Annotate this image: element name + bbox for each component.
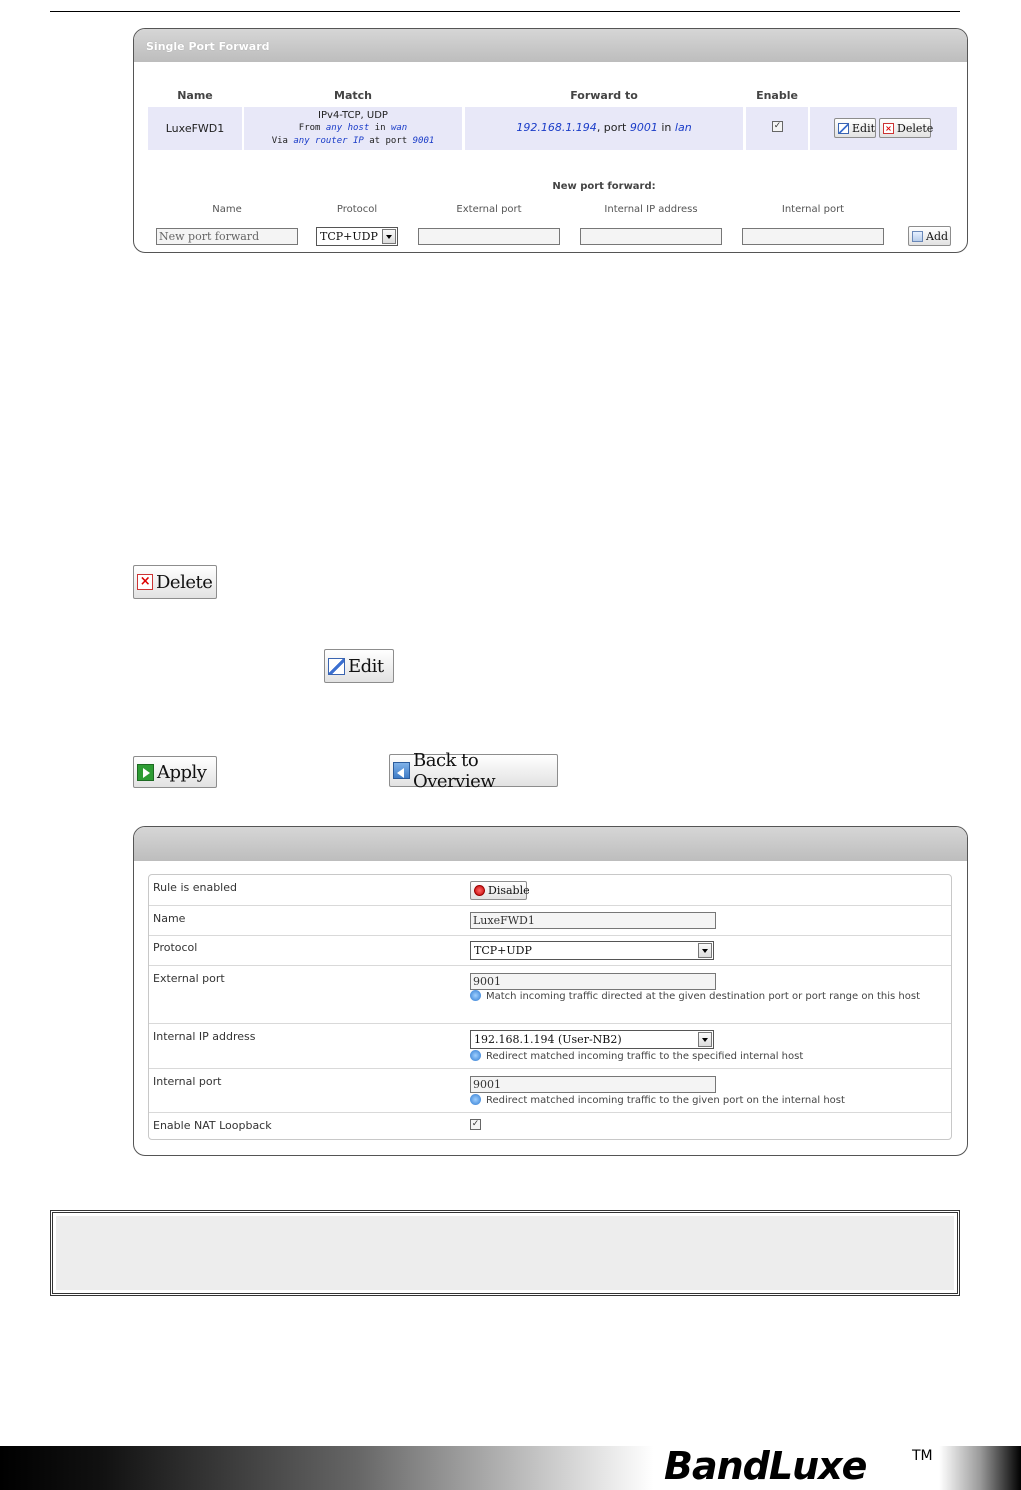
- via-ip-link[interactable]: any router IP: [293, 136, 364, 146]
- internal-port-label: Internal port: [153, 1075, 222, 1088]
- top-rule: [50, 11, 960, 12]
- header-name: Name: [177, 89, 213, 102]
- edit-button[interactable]: Edit: [324, 649, 394, 683]
- delete-icon: ×: [883, 123, 894, 134]
- info-icon: [470, 990, 481, 1001]
- play-icon: [137, 764, 154, 781]
- new-internal-port-input[interactable]: [742, 228, 884, 245]
- apply-button[interactable]: Apply: [133, 756, 217, 788]
- footer-bar: [0, 1446, 1021, 1490]
- rule-enabled-label: Rule is enabled: [153, 881, 237, 894]
- from-host-link[interactable]: any host: [325, 123, 370, 133]
- panel-header: [134, 827, 967, 861]
- external-port-label: External port: [153, 972, 225, 985]
- from-zone-link[interactable]: wan: [390, 123, 408, 133]
- trademark: TM: [912, 1448, 933, 1464]
- external-port-input[interactable]: [470, 973, 716, 990]
- new-port-forward-title: New port forward:: [552, 181, 656, 192]
- edit-icon: [328, 658, 345, 675]
- forward-ip-link[interactable]: 192.168.1.194: [516, 121, 597, 134]
- add-button[interactable]: Add: [908, 226, 951, 246]
- back-arrow-icon: [393, 762, 410, 779]
- external-port-hint: Match incoming traffic directed at the given destination port or port range on this host: [470, 990, 930, 1004]
- note-box: [50, 1210, 960, 1296]
- via-port-link[interactable]: 9001: [412, 136, 435, 146]
- header-forward-to: Forward to: [570, 89, 638, 102]
- new-col-protocol: Protocol: [336, 204, 378, 215]
- delete-icon: ×: [137, 574, 153, 590]
- name-label: Name: [153, 912, 186, 925]
- protocol-label: Protocol: [153, 941, 198, 954]
- new-internal-ip-input[interactable]: [580, 228, 722, 245]
- rule-edit-button[interactable]: Edit: [834, 118, 876, 138]
- name-input[interactable]: [470, 912, 716, 929]
- disable-button[interactable]: Disable: [470, 881, 527, 900]
- edit-icon: [838, 123, 849, 134]
- rule-match: IPv4-TCP, UDP From any host in wan Via any router IP at port 9001: [244, 109, 462, 148]
- nat-loopback-checkbox[interactable]: ✓: [471, 1119, 480, 1129]
- rule-delete-button[interactable]: × Delete: [879, 118, 931, 138]
- forward-port-link[interactable]: 9001: [629, 121, 658, 134]
- brand-logo: BandLuxe: [664, 1444, 867, 1488]
- stop-icon: [474, 885, 485, 896]
- rule-forward-to: 192.168.1.194, port 9001 in lan: [516, 121, 692, 134]
- info-icon: [470, 1050, 481, 1061]
- back-to-overview-button[interactable]: Back to Overview: [389, 754, 558, 787]
- new-protocol-select[interactable]: TCP+UDP: [316, 227, 398, 246]
- nat-loopback-label: Enable NAT Loopback: [153, 1119, 272, 1132]
- delete-button[interactable]: × Delete: [133, 565, 217, 599]
- new-col-internal-ip: Internal IP address: [604, 204, 698, 215]
- new-name-input[interactable]: [156, 228, 298, 245]
- header-enable: Enable: [756, 89, 798, 102]
- header-match: Match: [334, 89, 372, 102]
- add-icon: [912, 231, 923, 242]
- new-col-name: Name: [212, 204, 242, 215]
- internal-port-input[interactable]: [470, 1076, 716, 1093]
- internal-ip-hint: Redirect matched incoming traffic to the specified internal host: [470, 1050, 930, 1064]
- match-protocol: IPv4-TCP, UDP: [318, 110, 388, 121]
- protocol-select[interactable]: TCP+UDP: [470, 941, 714, 960]
- internal-port-hint: Redirect matched incoming traffic to the given port on the internal host: [470, 1094, 930, 1108]
- new-col-internal-port: Internal port: [781, 204, 845, 215]
- panel-title: Single Port Forward: [134, 29, 967, 62]
- info-icon: [470, 1094, 481, 1105]
- chevron-down-icon[interactable]: [698, 943, 712, 958]
- internal-ip-label: Internal IP address: [153, 1030, 256, 1043]
- single-port-forward-panel: [133, 28, 968, 253]
- rule-enable-checkbox[interactable]: ✓: [773, 121, 782, 131]
- chevron-down-icon[interactable]: [698, 1032, 712, 1047]
- new-external-port-input[interactable]: [418, 228, 560, 245]
- forward-zone-link[interactable]: lan: [674, 121, 692, 134]
- internal-ip-select[interactable]: 192.168.1.194 (User-NB2): [470, 1030, 714, 1049]
- rule-name: LuxeFWD1: [165, 122, 225, 135]
- new-col-external-port: External port: [456, 204, 522, 215]
- chevron-down-icon[interactable]: [382, 229, 396, 244]
- rule-edit-panel: [133, 826, 968, 1156]
